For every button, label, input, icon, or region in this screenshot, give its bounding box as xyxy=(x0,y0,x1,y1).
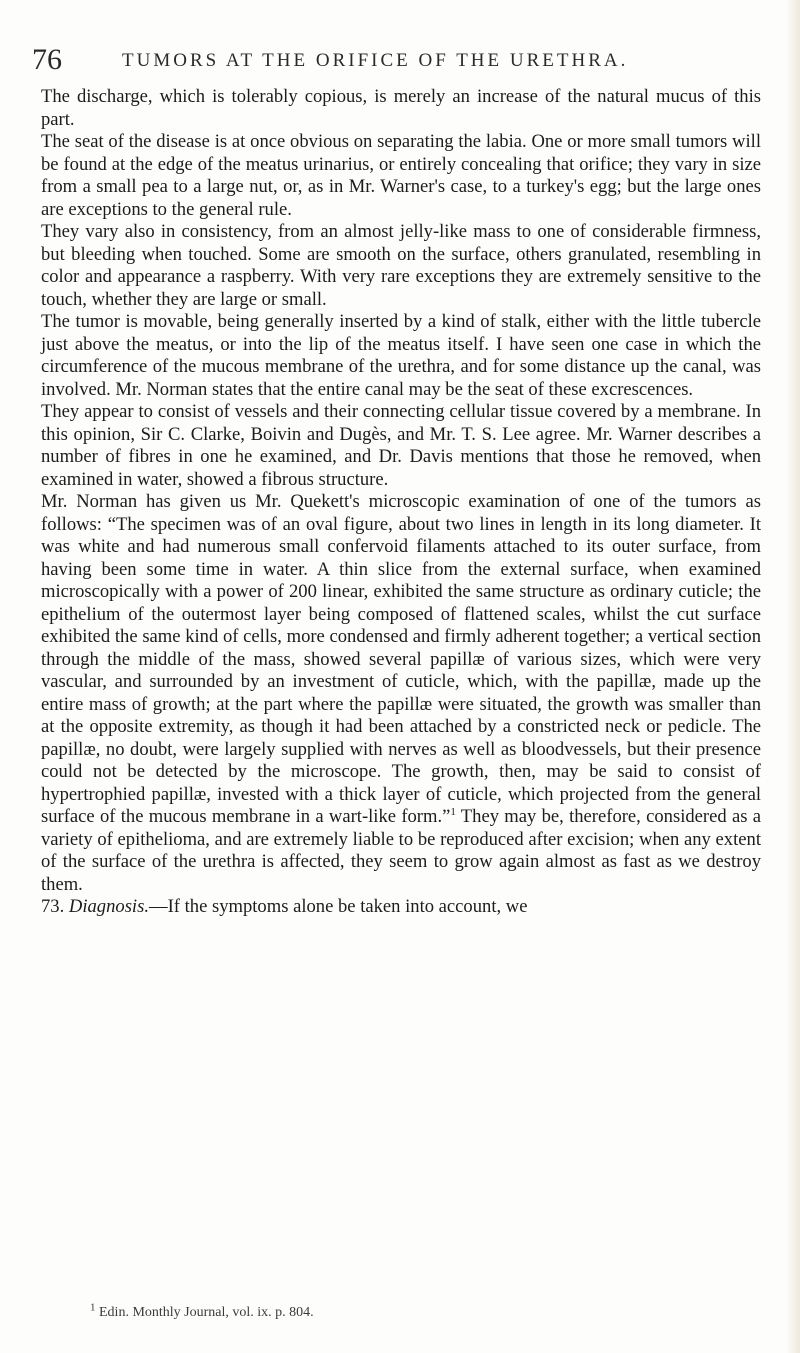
quote-continuation: They may be, therefore, considered as a variety of epithelioma, and are extremely liable to be reproduced after excision; when any extent of the surface of the urethra is affected, they seem to grow again almost as fast as we destroy them. xyxy=(41,806,761,895)
diagnosis-paragraph xyxy=(41,896,761,919)
quote-paragraph xyxy=(41,491,761,896)
footnote-reference: 1 xyxy=(450,805,456,818)
quote-text: Mr. Norman has given us Mr. Quekett's microscopic examination of one of the tumors as follows: “The specimen was of an oval figure, about two lines in length in its long diameter. It was white and had numerous small confervoid filaments attached to its outer surface, from having been some time in water. A thin slice from the external surface, when examined microscopically with a power of 200 linear, exhibited the same structure as ordinary cuticle; the epithelium of the outermost layer being composed of flattened scales, whilst the cut surface exhibited the same kind of cells, more condensed and firmly adherent together; a vertical section through the middle of the mass, showed several papillæ of various sizes, which were very vascular, and surrounded by an investment of cuticle, which, with the papillæ, made up the entire mass of growth; at the part where the papillæ were situated, the growth was smaller than at the opposite extremity, as though it had been attached by a constricted neck or pedicle. The papillæ, no doubt, were largely supplied with nerves as well as bloodvessels, but their presence could not be detected by the microscope. The growth, then, may be said to consist of hypertrophied papillæ, invested with a thick layer of cuticle, which projected from the general surface of the mucous membrane in a wart-like form.” xyxy=(41,491,761,827)
paragraph: They appear to consist of vessels and their connecting cellular tissue covered by a membrane. In this opinion, Sir C. Clarke, Boivin and Dugès, and Mr. T. S. Lee agree. Mr. Warner describes a number of fibres in one he examined, and Dr. Davis mentions that those he removed, when examined in water, showed a fibrous structure. xyxy=(41,401,761,490)
footnote-marker: 1 xyxy=(90,1301,96,1314)
section-text: —If the symptoms alone be taken into account, we xyxy=(148,896,528,917)
page-number: 76 xyxy=(32,43,62,76)
paragraph: The discharge, which is tolerably copious, is merely an increase of the natural mucus of this part. xyxy=(41,86,761,130)
page-edge-shadow xyxy=(786,0,800,1353)
footnote xyxy=(90,1303,770,1323)
body-text xyxy=(41,86,761,919)
paragraph: They vary also in consistency, from an almost jelly-like mass to one of considerable firmness, but bleeding when touched. Some are smooth on the surface, others granulated, resembling in color and appearance a raspberry. With very rare exceptions they are extremely sensitive to the touch, whether they are large or small. xyxy=(41,221,761,310)
paragraph: The seat of the disease is at once obvious on separating the labia. One or more small tumors will be found at the edge of the meatus urinarius, or entirely concealing that orifice; they vary in size from a small pea to a large nut, or, as in Mr. Warner's case, to a turkey's egg; but the large ones are exceptions to the general rule. xyxy=(41,131,761,220)
running-head: TUMORS AT THE ORIFICE OF THE URETHRA. xyxy=(122,50,629,71)
section-number: 73. xyxy=(41,896,65,917)
paragraph: The tumor is movable, being generally inserted by a kind of stalk, either with the little tubercle just above the meatus, or into the lip of the meatus itself. I have seen one case in which the circumference of the mucous membrane of the urethra, and for some distance up the canal, was involved. Mr. Norman states that the entire canal may be the seat of these excrescences. xyxy=(41,311,761,400)
footnote-text: Edin. Monthly Journal, vol. ix. p. 804. xyxy=(99,1305,314,1320)
section-label: Diagnosis. xyxy=(68,896,149,917)
page-header xyxy=(32,40,772,80)
